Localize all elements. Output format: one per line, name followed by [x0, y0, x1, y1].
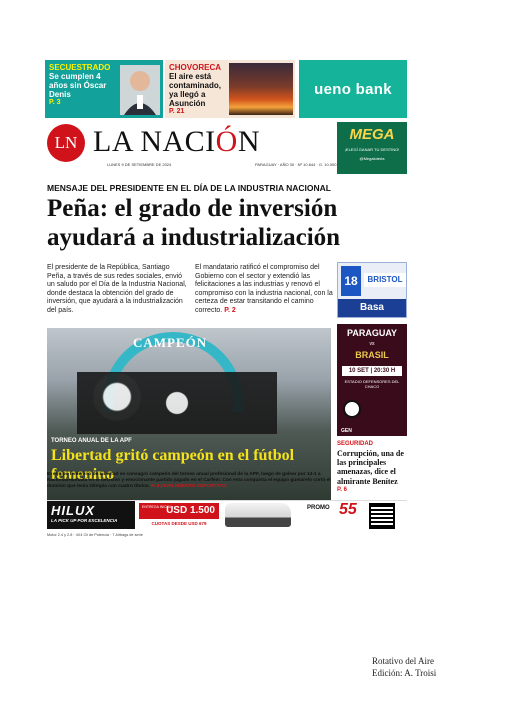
issue-info: PARAGUAY · AÑO 30 · Nº 10.644 · G. 10.000: [255, 162, 337, 167]
photo-headline[interactable]: Libertad gritó campeón en el fútbol femenino: [51, 447, 295, 483]
match-time: 10 SET | 20:30 H: [342, 366, 402, 376]
caption-page: P. 8 (SUPLEMENTO DEPORTIVO): [151, 484, 227, 489]
teaser-secuestrado[interactable]: [45, 60, 163, 118]
photo-caption: [47, 472, 331, 490]
gen-sponsor: GEN: [341, 428, 352, 434]
hilux-tagline: LA PICK UP POR EXCELENCIA: [51, 518, 118, 523]
team-players: [77, 372, 277, 434]
mega-ad[interactable]: [337, 122, 407, 174]
promo-label: PROMO: [307, 505, 330, 511]
tigo-bristol-ad[interactable]: [337, 262, 407, 318]
hilux-logo: [47, 501, 135, 529]
ueno-bank-ad[interactable]: [299, 60, 407, 118]
teaser-page: P. 3: [49, 99, 61, 106]
ln-logo: LN: [47, 124, 85, 162]
ad-brand: ueno bank: [314, 80, 392, 98]
hilux-specs: Motor 2.4 y 2.8 · 4X4 Cil de Potencia · 7 Airbags de serie: [47, 533, 143, 537]
newspaper-front-page: [45, 60, 407, 544]
brand-part2: N: [237, 125, 261, 158]
security-tag: SEGURIDAD: [337, 441, 374, 447]
teaser-chovoreca[interactable]: [165, 60, 295, 118]
brand-part1: LA NACI: [93, 125, 216, 158]
mega-handle: @Megaloteria: [359, 156, 385, 161]
team-2: BRASIL: [355, 350, 389, 360]
teaser-tag: CHOVORECA: [169, 63, 222, 72]
credit-line-2: Edición: A. Troisi: [372, 668, 437, 678]
tigo-number: 18: [341, 266, 361, 296]
match-venue: ESTADIO DEFENSORES DEL CHACO: [344, 379, 400, 389]
lead-headline[interactable]: Peña: el grado de inversión ayudará a industrialización: [47, 195, 341, 251]
wildfire-photo: [229, 63, 293, 115]
teaser-text: Se cumplen 4 años sin Óscar Denis: [49, 72, 107, 99]
security-headline[interactable]: Corrupción, una de las principales amenazas, dice el almirante Benítez: [337, 449, 404, 486]
lead-column-2: [195, 264, 333, 316]
football-icon: [343, 400, 361, 418]
hilux-model: HILUX: [51, 503, 95, 518]
price-label: ENTREGA INICIAL: [142, 505, 172, 509]
mega-sub: ¡ELEGÍ GANAR TU DESTINO!: [344, 147, 400, 152]
teaser-tag: SECUESTRADO: [49, 63, 111, 72]
credit-line-1: Rotativo del Aire: [372, 656, 434, 666]
promo-number: 55: [339, 501, 357, 518]
mega-word: MEGA: [349, 126, 395, 143]
vs-label: vs: [369, 341, 375, 347]
match-ad[interactable]: [337, 324, 407, 436]
caption-text: El equipo femenino de Libertad se consagró campeón del torneo anual profesional de la APF, luego de golear por 14-1 a Nacional/Humaitá en el decisivo y emocionante partido jugado en el Carfem. Con esta conquista el equipo gumarelo cortó el dominio que tenía Olimpia con cuatro títulos.: [47, 472, 331, 489]
team-1: PARAGUAY: [346, 328, 397, 338]
lead-page: P. 2: [224, 306, 236, 314]
bristol-logo: BRISTOL: [364, 273, 406, 287]
newspaper-name: [93, 124, 260, 160]
toyota-hilux-ad[interactable]: [47, 500, 407, 542]
photo-kicker: TORNEO ANUAL DE LA APF: [51, 438, 132, 444]
qr-code-icon[interactable]: [369, 503, 395, 529]
basa-logo: Basa: [338, 299, 406, 317]
quota-text: CUOTAS DESDE USD 679: [151, 521, 207, 526]
portrait-photo: [120, 65, 160, 115]
pickup-truck-image: [225, 503, 291, 527]
lead-kicker: MENSAJE DEL PRESIDENTE EN EL DÍA DE LA INDUSTRIA NACIONAL: [47, 183, 331, 193]
teaser-text: El aire está contaminado, ya llegó a Asunción: [169, 72, 222, 108]
teaser-strip: [45, 60, 407, 118]
dateline: LUNES 9 DE SETIEMBRE DE 2024: [107, 162, 172, 167]
lead-column-2-text: El mandatario ratificó el compromiso del Gobierno con el sector y extendió las felicitaciones a las industrias y renovó el compromiso con la industria nacional, con la certeza de estar transitando el camino correcto.: [195, 264, 333, 314]
campeon-banner: CAMPEÓN: [133, 335, 208, 350]
lead-column-1: El presidente de la República, Santiago Peña, a través de sus redes sociales, envió un saludo por el Día de la Industria Nacional, donde destaca la obtención del grado de inversión, que ayudará a la industrialización del país.: [47, 264, 187, 314]
image-credit: [372, 655, 436, 679]
brand-accent: Ó: [215, 125, 238, 158]
security-page: P. 6: [337, 487, 347, 493]
teaser-page: P. 21: [169, 108, 185, 115]
price-box: USD 1.500: [139, 503, 219, 519]
masthead: [45, 122, 407, 174]
